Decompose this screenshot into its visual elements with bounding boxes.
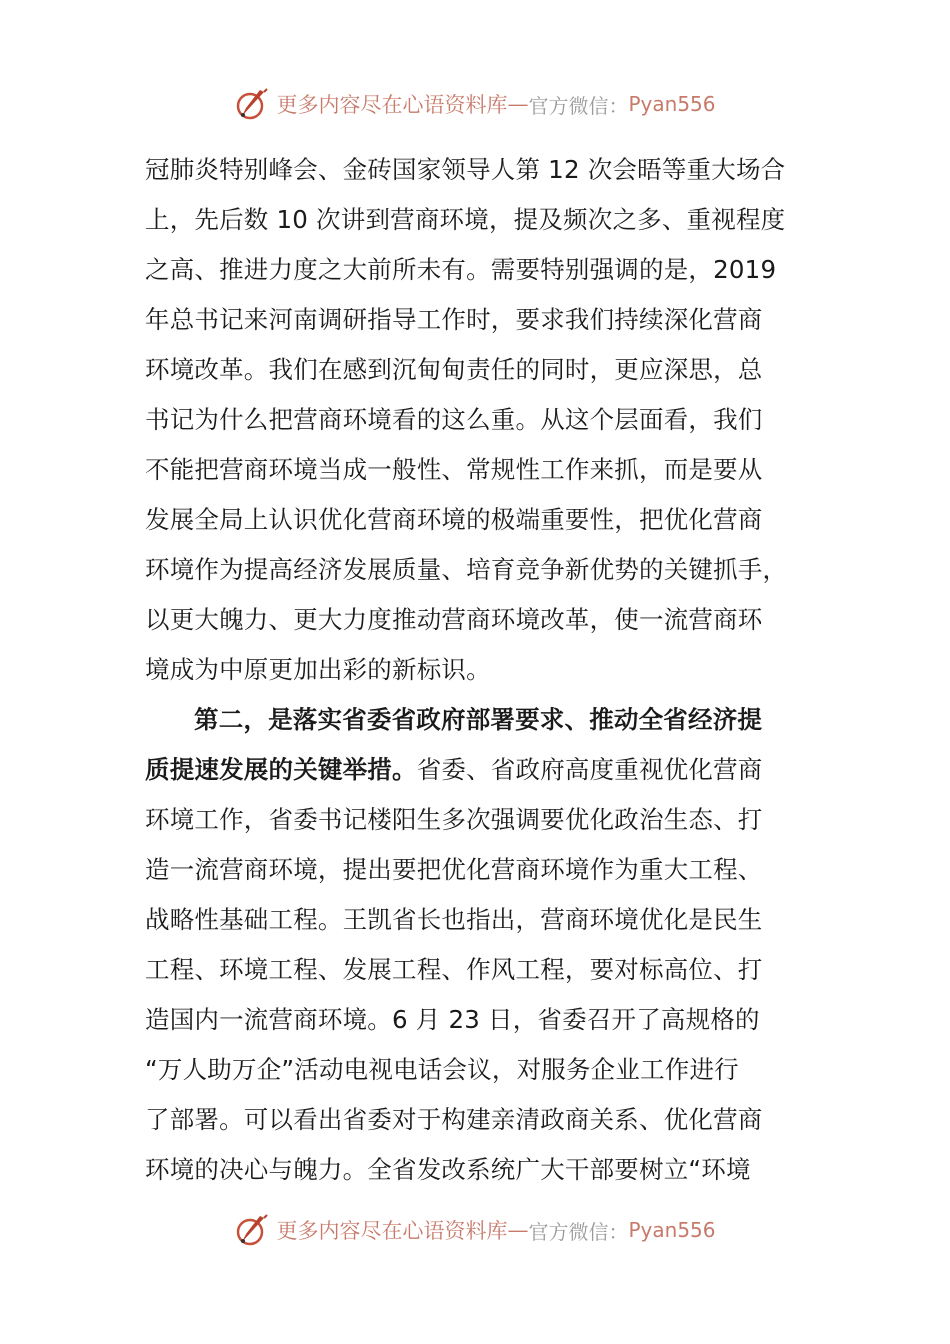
header-wechat-label: 官方微信： bbox=[528, 93, 629, 118]
text-line: 环境工作，省委书记楼阳生多次强调要优化政治生态、打 bbox=[145, 805, 763, 834]
quill-logo-icon bbox=[234, 1212, 270, 1248]
text-line: 工程、环境工程、发展工程、作风工程，要对标高位、打 bbox=[145, 955, 763, 984]
header-dash: — bbox=[507, 92, 529, 116]
text-line: “万人助万企”活动电视电话会议，对服务企业工作进行 bbox=[145, 1055, 739, 1084]
text-line: 了部署。可以看出省委对于构建亲清政商关系、优化营商 bbox=[145, 1105, 763, 1134]
text-line: 战略性基础工程。王凯省长也指出，营商环境优化是民生 bbox=[145, 905, 763, 934]
text-line: 造一流营商环境，提出要把优化营商环境作为重大工程、 bbox=[145, 855, 763, 884]
header-watermark-banner bbox=[0, 84, 950, 124]
text-line: 造国内一流营商环境。6 月 23 日，省委召开了高规格的 bbox=[145, 1005, 760, 1034]
footer-wechat-label: 官方微信： bbox=[528, 1219, 629, 1244]
text-line: 以更大魄力、更大力度推动营商环境改革，使一流营商环 bbox=[145, 605, 763, 634]
header-wechat-id: Pyan556 bbox=[628, 92, 716, 116]
quill-logo-icon bbox=[234, 86, 270, 122]
text-line: 书记为什么把营商环境看的这么重。从这个层面看，我们 bbox=[145, 405, 763, 434]
footer-dash: — bbox=[507, 1218, 529, 1242]
text-line: 发展全局上认识优化营商环境的极端重要性，把优化营商 bbox=[145, 505, 763, 534]
text-line: 环境的决心与魄力。全省发改系统广大干部要树立“环境 bbox=[145, 1155, 751, 1184]
paragraph-2 bbox=[145, 695, 805, 1195]
text-line bbox=[145, 745, 805, 795]
text-line: 年总书记来河南调研指导工作时，要求我们持续深化营商 bbox=[145, 305, 763, 334]
text-line: 之高、推进力度之大前所未有。需要特别强调的是，2019 bbox=[145, 255, 777, 284]
text-line: 冠肺炎特别峰会、金砖国家领导人第 12 次会晤等重大场合 bbox=[145, 155, 786, 184]
footer-watermark-banner bbox=[0, 1210, 950, 1250]
paragraph-1 bbox=[145, 145, 805, 695]
document-body bbox=[145, 145, 805, 1195]
section-heading-line: 第二，是落实省委省政府部署要求、推动全省经济提 bbox=[194, 705, 763, 734]
footer-slogan: 更多内容尽在心语资料库 bbox=[276, 1219, 508, 1243]
text-line: 环境作为提高经济发展质量、培育竞争新优势的关键抓手， bbox=[145, 555, 788, 584]
section-heading-tail: 质提速发展的关键举措。 bbox=[145, 755, 417, 784]
footer-wechat-id: Pyan556 bbox=[628, 1218, 716, 1242]
text-line: 不能把营商环境当成一般性、常规性工作来抓，而是要从 bbox=[145, 455, 763, 484]
text-line: 上，先后数 10 次讲到营商环境，提及频次之多、重视程度 bbox=[145, 205, 786, 234]
text-span: 省委、省政府高度重视优化营商 bbox=[416, 755, 763, 784]
text-line: 境成为中原更加出彩的新标识。 bbox=[145, 655, 491, 684]
header-slogan: 更多内容尽在心语资料库 bbox=[276, 93, 508, 117]
text-line: 环境改革。我们在感到沉甸甸责任的同时，更应深思，总 bbox=[145, 355, 763, 384]
